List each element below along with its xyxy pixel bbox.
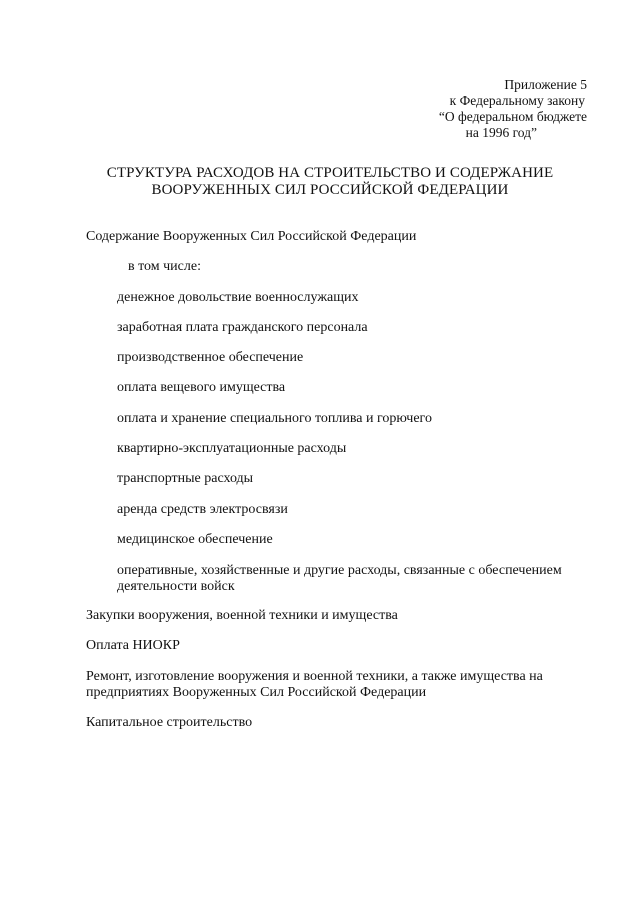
subitem-operational-line-2: деятельности войск	[117, 579, 235, 594]
item-rnd: Оплата НИОКР	[86, 638, 180, 653]
annex-law-year: на 1996 год”	[465, 125, 537, 140]
annex-header	[347, 77, 587, 141]
subitem-pay-military: денежное довольствие военнослужащих	[117, 290, 359, 305]
item-construction: Капитальное строительство	[86, 715, 253, 730]
document-title	[80, 165, 580, 199]
including-label: в том числе:	[128, 259, 201, 274]
subitem-housing: квартирно-эксплуатационные расходы	[117, 441, 347, 456]
item-repair-line-1: Ремонт, изготовление вооружения и военной техники, а также имущества на	[86, 669, 543, 684]
subitem-operational-line-1: оперативные, хозяйственные и другие расходы, связанные с обеспечением	[117, 563, 562, 578]
subitem-operational	[117, 563, 562, 595]
item-procurement: Закупки вооружения, военной техники и имущества	[86, 608, 398, 623]
subitem-fuel: оплата и хранение специального топлива и горючего	[117, 411, 432, 426]
title-line-2: ВООРУЖЕННЫХ СИЛ РОССИЙСКОЙ ФЕДЕРАЦИИ	[151, 182, 509, 198]
subitem-clothing: оплата вещевого имущества	[117, 380, 286, 395]
subitem-transport: транспортные расходы	[117, 471, 254, 486]
annex-law-title: “О федеральном бюджете	[438, 109, 587, 124]
subitem-civilian-wages: заработная плата гражданского персонала	[117, 320, 368, 335]
item-repair	[86, 669, 543, 701]
annex-number: Приложение 5	[504, 77, 587, 92]
title-line-1: СТРУКТУРА РАСХОДОВ НА СТРОИТЕЛЬСТВО И СОДЕРЖАНИЕ	[106, 165, 554, 181]
annex-law-reference: к Федеральному закону	[449, 93, 585, 108]
subitem-production-support: производственное обеспечение	[117, 350, 304, 365]
item-maintenance: Содержание Вооруженных Сил Российской Федерации	[86, 229, 417, 244]
subitem-medical: медицинское обеспечение	[117, 532, 273, 547]
subitem-telecom-rent: аренда средств электросвязи	[117, 502, 288, 517]
item-repair-line-2: предприятиях Вооруженных Сил Российской Федерации	[86, 685, 427, 700]
